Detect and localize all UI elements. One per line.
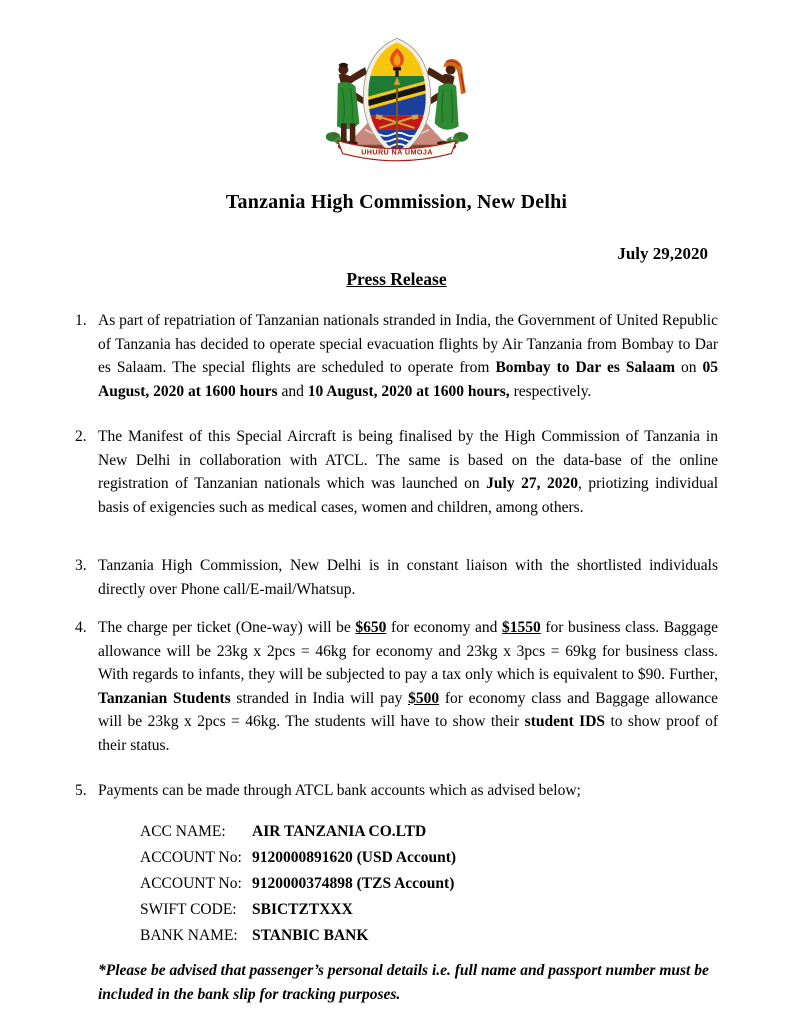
tanzania-coat-of-arms-icon (317, 32, 477, 164)
paragraph-number: 3. (75, 557, 87, 574)
paragraph-text: Tanzania High Commission, New Delhi is in constant liaison with the shortlisted individuals directly over Phone call/E-mail/Whatsup. (98, 557, 718, 598)
bank-row (140, 871, 718, 897)
bank-row-value: STANBIC BANK (252, 926, 369, 944)
paragraph-text: The Manifest of this Special Aircraft is being finalised by the High Commission of Tanzania in New Delhi in collaboration with ATCL. The same is based on the data-base of the online registration of Tanzanian nationals which was launched on July 27, 2020, priotizing individual basis of exigencies such as medical cases, women and children, among others. (98, 428, 718, 516)
paragraph-number: 5. (75, 782, 87, 799)
coat-of-arms (75, 32, 718, 169)
bank-row (140, 845, 718, 871)
motto-text: UHURU NA UMOJA (360, 147, 433, 157)
paragraph-number: 4. (75, 619, 87, 636)
bank-row-value: AIR TANZANIA CO.LTD (252, 822, 427, 840)
bank-row (140, 819, 718, 845)
bank-row-value: SBICTZTXXX (252, 900, 353, 918)
paragraph-item (75, 554, 718, 601)
date: July 29,2020 (617, 244, 708, 263)
paragraph-item (75, 779, 718, 803)
paragraph-item (75, 309, 718, 403)
bank-row-value: 9120000374898 (TZS Account) (252, 874, 455, 892)
bank-row-label: ACCOUNT No: (140, 874, 242, 892)
bank-row (140, 923, 718, 949)
footnote: *Please be advised that passenger’s personal details i.e. full name and passport number must be included in the bank slip for tracking purposes. (98, 961, 709, 1003)
paragraph-text: Payments can be made through ATCL bank accounts which as advised below; (98, 782, 581, 799)
bank-row-label: ACCOUNT No: (140, 848, 242, 866)
subtitle-press-release: Press Release (346, 269, 447, 289)
paragraph-text: The charge per ticket (One-way) will be $650 for economy and $1550 for business class. Baggage allowance will be 23kg x 2pcs = 46kg for economy and 23kg x 3pcs = 69kg for business class. With regards to infants, they will be subjected to pay a tax only which is equivalent to $90. Further, Tanzanian Students stranded in India will pay $500 for economy class and Baggage allowance will be 23kg x 2pcs = 46kg. The students will have to show their student IDS to show proof of their status. (98, 619, 719, 754)
page-title: Tanzania High Commission, New Delhi (225, 191, 568, 213)
bank-row-value: 9120000891620 (USD Account) (252, 848, 457, 866)
paragraph-number: 2. (75, 428, 87, 445)
paragraph-item (75, 616, 718, 757)
paragraph-item (75, 425, 718, 519)
bank-row-label: ACC NAME: (140, 822, 226, 840)
paragraph-list (75, 309, 718, 803)
bank-row-label: BANK NAME: (140, 926, 238, 944)
paragraph-text: As part of repatriation of Tanzanian nationals stranded in India, the Government of United Republic of Tanzania has decided to operate special evacuation flights by Air Tanzania from Bombay to Dar es Salaam. The special flights are scheduled to operate from Bombay to Dar es Salaam on 05 August, 2020 at 1600 hours and 10 August, 2020 at 1600 hours, respectively. (98, 312, 718, 400)
paragraph-number: 1. (75, 312, 87, 329)
bank-details (140, 819, 718, 949)
bank-row-label: SWIFT CODE: (140, 900, 237, 918)
bank-row (140, 897, 718, 923)
